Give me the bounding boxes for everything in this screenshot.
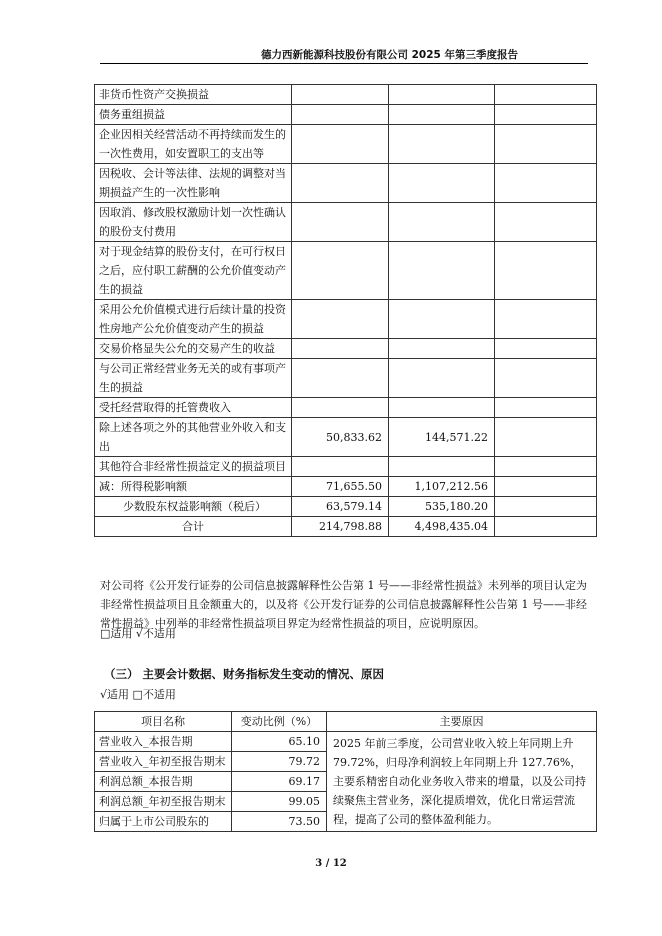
row-label: 非货币性资产交换损益 bbox=[95, 85, 292, 105]
report-header-title: 德力西新能源科技股份有限公司 2025 年第三季度报告 bbox=[260, 49, 518, 61]
row-value: 144,571.22 bbox=[389, 418, 495, 457]
table-row bbox=[95, 497, 597, 517]
table-row bbox=[95, 457, 597, 477]
row-value bbox=[292, 164, 389, 203]
row-value: 71,655.50 bbox=[292, 477, 389, 497]
table-row bbox=[95, 105, 597, 125]
row-value bbox=[495, 339, 597, 359]
row-label: 受托经营取得的托管费收入 bbox=[95, 398, 292, 418]
table-row bbox=[95, 418, 597, 457]
row-label: 因取消、修改股权激励计划一次性确认的股份支付费用 bbox=[95, 203, 292, 242]
row-value: 50,833.62 bbox=[292, 418, 389, 457]
row-label: 交易价格显失公允的交易产生的收益 bbox=[95, 339, 292, 359]
table-row bbox=[95, 339, 597, 359]
row-value bbox=[292, 105, 389, 125]
row-value: 535,180.20 bbox=[389, 497, 495, 517]
page-number: 3 / 12 bbox=[315, 858, 347, 869]
row-value bbox=[495, 125, 597, 164]
row-value bbox=[495, 203, 597, 242]
item-name: 利润总额_本报告期 bbox=[95, 772, 232, 792]
table-row bbox=[95, 85, 597, 105]
row-value bbox=[292, 359, 389, 398]
table-row bbox=[95, 477, 597, 497]
change-ratio: 65.10 bbox=[232, 732, 327, 752]
row-value bbox=[495, 85, 597, 105]
table-row bbox=[95, 517, 597, 537]
table-row bbox=[95, 164, 597, 203]
table-row bbox=[95, 242, 597, 300]
row-value bbox=[292, 300, 389, 339]
row-value bbox=[292, 242, 389, 300]
row-value bbox=[389, 300, 495, 339]
row-value bbox=[389, 105, 495, 125]
table-row bbox=[95, 125, 597, 164]
change-ratio: 69.17 bbox=[232, 772, 327, 792]
item-name: 营业收入_年初至报告期末 bbox=[95, 752, 232, 772]
row-label: 合计 bbox=[95, 517, 292, 537]
row-label: 债务重组损益 bbox=[95, 105, 292, 125]
row-value bbox=[495, 418, 597, 457]
row-value: 63,579.14 bbox=[292, 497, 389, 517]
row-value: 1,107,212.56 bbox=[389, 477, 495, 497]
row-label: 采用公允价值模式进行后续计量的投资性房地产公允价值变动产生的损益 bbox=[95, 300, 292, 339]
row-value bbox=[292, 457, 389, 477]
section-3-title: （三） 主要会计数据、财务指标发生变动的情况、原因 bbox=[104, 667, 385, 681]
table-row bbox=[95, 732, 597, 752]
row-label: 其他符合非经常性损益定义的损益项目 bbox=[95, 457, 292, 477]
indicator-change-table bbox=[94, 711, 597, 832]
row-value bbox=[389, 164, 495, 203]
row-label: 除上述各项之外的其他营业外收入和支出 bbox=[95, 418, 292, 457]
row-value bbox=[389, 242, 495, 300]
table-row bbox=[95, 359, 597, 398]
note-paragraph: 对公司将《公开发行证券的公司信息披露解释性公告第 1 号——非经常性损益》未列举的项目认定为非经常性损益项目且金额重大的，以及将《公开发行证券的公司信息披露解释性公告第 1 号——非经常性损益》中列举的非经常性损益项目界定为经常性损益的项目，应说明原因。 bbox=[100, 579, 587, 630]
row-value bbox=[292, 85, 389, 105]
note-applicability-options: □适用 √不适用 bbox=[100, 627, 176, 640]
row-value bbox=[389, 85, 495, 105]
non-recurring-gains-table bbox=[94, 84, 597, 537]
row-value bbox=[389, 203, 495, 242]
row-value bbox=[495, 242, 597, 300]
item-name: 归属于上市公司股东的 bbox=[95, 812, 232, 832]
item-name: 营业收入_本报告期 bbox=[95, 732, 232, 752]
change-ratio: 73.50 bbox=[232, 812, 327, 832]
row-value bbox=[495, 497, 597, 517]
header-divider bbox=[100, 63, 588, 64]
header-change-ratio: 变动比例（%） bbox=[232, 712, 327, 732]
row-value bbox=[389, 457, 495, 477]
row-value bbox=[292, 398, 389, 418]
row-label: 少数股东权益影响额（税后） bbox=[95, 497, 292, 517]
row-value bbox=[389, 339, 495, 359]
row-value bbox=[495, 517, 597, 537]
row-value bbox=[292, 125, 389, 164]
row-label: 与公司正常经营业务无关的或有事项产生的损益 bbox=[95, 359, 292, 398]
row-value bbox=[495, 105, 597, 125]
row-value bbox=[495, 457, 597, 477]
row-value bbox=[495, 164, 597, 203]
row-value bbox=[495, 300, 597, 339]
change-ratio: 99.05 bbox=[232, 792, 327, 812]
row-value bbox=[389, 359, 495, 398]
item-name: 利润总额_年初至报告期末 bbox=[95, 792, 232, 812]
row-value bbox=[389, 125, 495, 164]
table-header-row bbox=[95, 712, 597, 732]
row-label: 减：所得税影响额 bbox=[95, 477, 292, 497]
row-label: 因税收、会计等法律、法规的调整对当期损益产生的一次性影响 bbox=[95, 164, 292, 203]
row-value bbox=[292, 203, 389, 242]
table-row bbox=[95, 203, 597, 242]
header-main-reason: 主要原因 bbox=[327, 712, 597, 732]
row-value bbox=[495, 398, 597, 418]
section-3-applicability-options: √适用 □不适用 bbox=[100, 688, 176, 701]
main-reason: 2025 年前三季度，公司营业收入较上年同期上升 79.72%，归母净利润较上年同期上升 127.76%，主要系精密自动化业务收入带来的增量，以及公司持续聚焦主营业务，深化提质增效，优化日常运营流程，提高了公司的整体盈利能力。 bbox=[327, 732, 597, 832]
table-row bbox=[95, 300, 597, 339]
row-value bbox=[495, 359, 597, 398]
row-value bbox=[292, 339, 389, 359]
change-ratio: 79.72 bbox=[232, 752, 327, 772]
row-value: 214,798.88 bbox=[292, 517, 389, 537]
row-value bbox=[495, 477, 597, 497]
header-item-name: 项目名称 bbox=[95, 712, 232, 732]
table-row bbox=[95, 398, 597, 418]
row-value bbox=[389, 398, 495, 418]
row-label: 对于现金结算的股份支付，在可行权日之后，应付职工薪酬的公允价值变动产生的损益 bbox=[95, 242, 292, 300]
row-label: 企业因相关经营活动不再持续而发生的一次性费用，如安置职工的支出等 bbox=[95, 125, 292, 164]
row-value: 4,498,435.04 bbox=[389, 517, 495, 537]
